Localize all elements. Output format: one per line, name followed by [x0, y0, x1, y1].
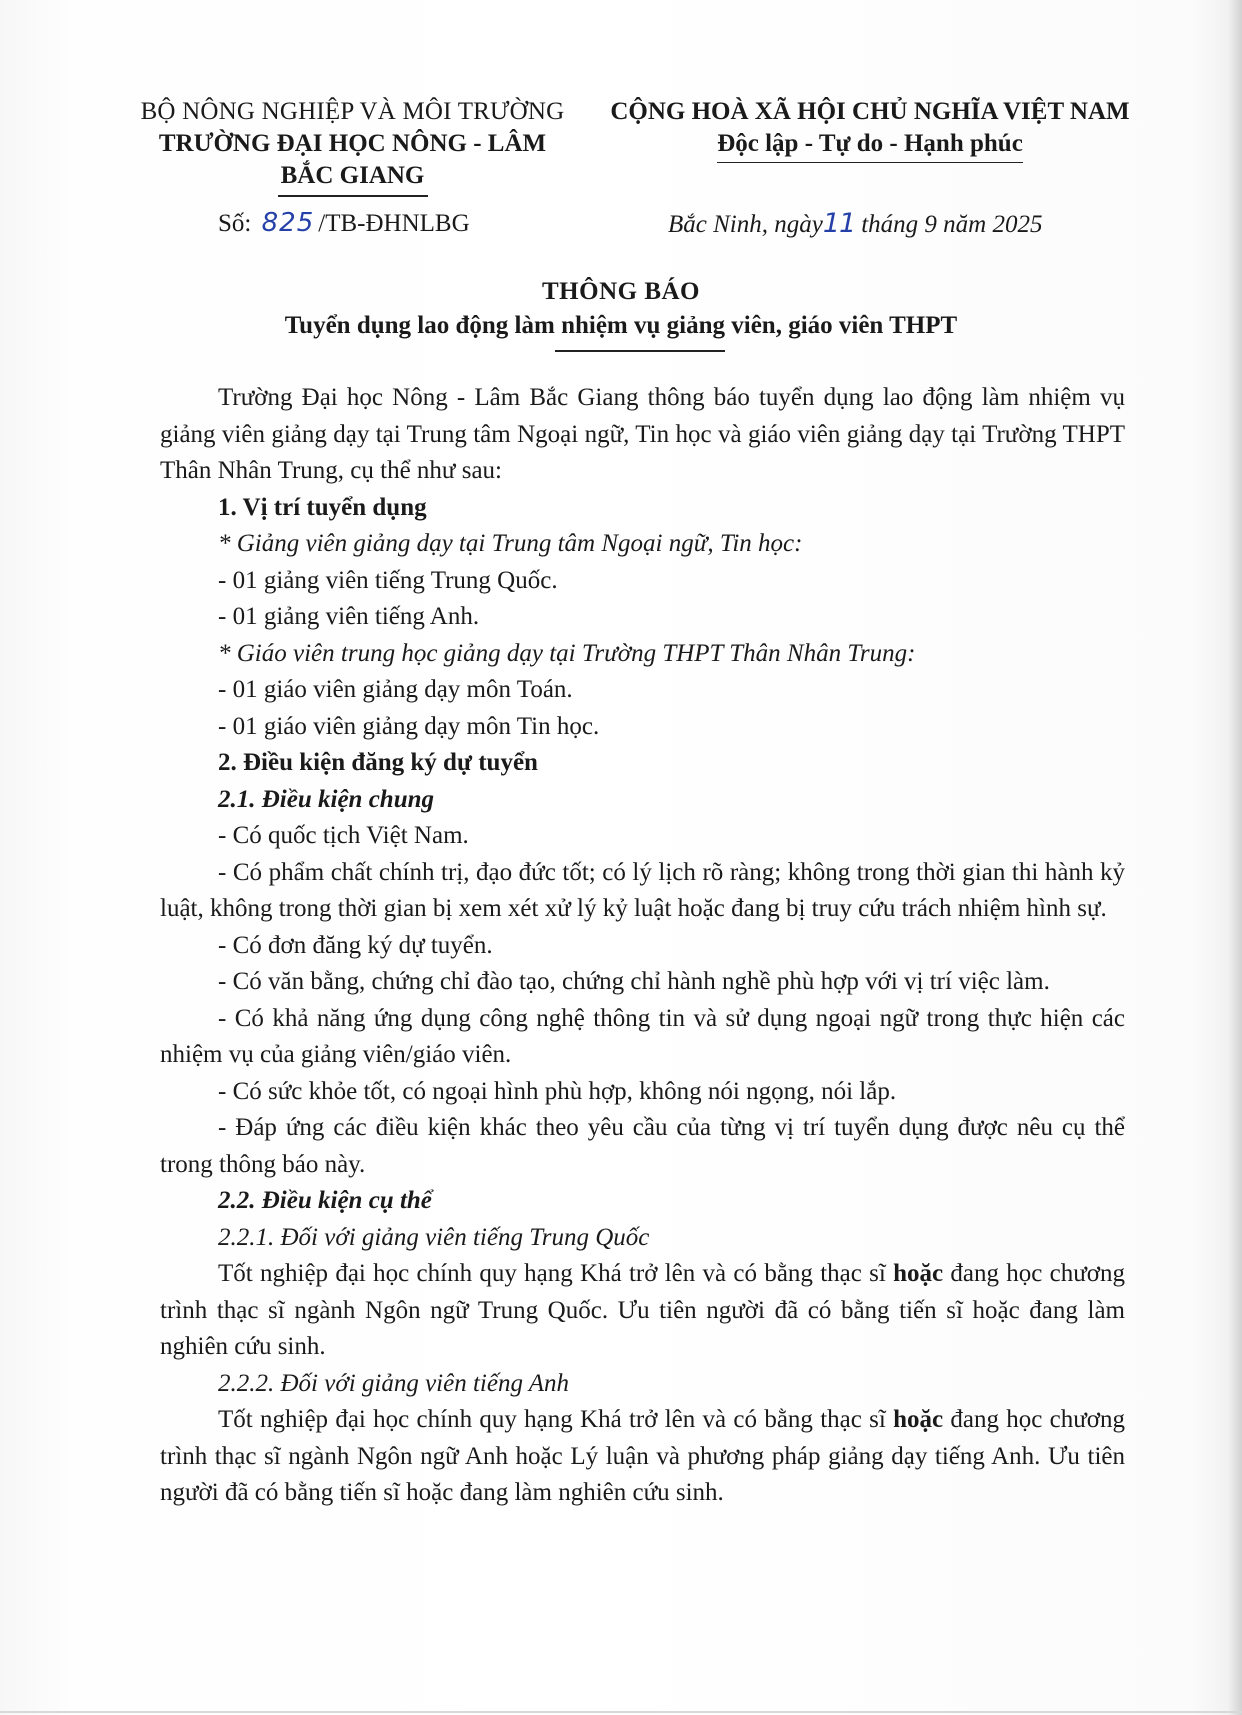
page-edge-shadow — [1228, 0, 1242, 1715]
position-item: - 01 giáo viên giảng dạy môn Toán. — [218, 676, 573, 703]
position-item: - 01 giảng viên tiếng Anh. — [218, 603, 480, 630]
doc-number-handwritten: 825 — [261, 208, 315, 238]
requirement-text: đang học chương trình thạc sĩ ngành Ngôn ngữ Trung Quốc. Ưu tiên người đã có bằng tiến sĩ hoặc đang làm nghiên cứu sinh. — [160, 1260, 1126, 1360]
document-subtitle: Tuyển dụng lao động làm nhiệm vụ giảng viên, giáo viên THPT — [284, 312, 958, 339]
date-rest: tháng 9 năm 2025 — [861, 211, 1043, 238]
condition-item: - Có văn bằng, chứng chỉ đào tạo, chứng chỉ hành nghề phù hợp với vị trí việc làm. — [218, 968, 1050, 995]
doc-number-suffix: /TB-ĐHNLBG — [318, 210, 470, 237]
section-1-heading: 1. Vị trí tuyển dụng — [218, 493, 427, 521]
condition-item: - Có quốc tịch Việt Nam. — [218, 822, 469, 849]
issuer-underline — [278, 195, 428, 197]
section-2-2-2-heading: 2.2.2. Đối với giảng viên tiếng Anh — [218, 1369, 570, 1397]
requirement-text: đang học chương trình thạc sĩ ngành Ngôn ngữ Anh hoặc Lý luận và phương pháp giảng dạy tiếng Anh. Ưu tiên người đã có bằng tiến sĩ hoặc đang làm nghiên cứu sinh. — [160, 1406, 1126, 1506]
requirement-emphasis: hoặc — [893, 1406, 944, 1433]
doc-number-prefix: Số: — [218, 210, 252, 237]
subtitle-underline — [555, 350, 725, 352]
section-2-2-1-heading: 2.2.1. Đối với giảng viên tiếng Trung Quốc — [218, 1223, 650, 1251]
ministry-name: BỘ NÔNG NGHIỆP VÀ MÔI TRƯỜNG — [140, 98, 565, 125]
requirement-emphasis: hoặc — [893, 1260, 944, 1287]
date-day-handwritten: 11 — [822, 208, 856, 239]
condition-item: - Có sức khỏe tốt, có ngoại hình phù hợp, không nói ngọng, nói lắp. — [218, 1077, 897, 1105]
document-body — [160, 380, 1125, 1512]
section-2-2-heading: 2.2. Điều kiện cụ thể — [218, 1187, 432, 1214]
position-group-2: * Giáo viên trung học giảng dạy tại Trường THPT Thân Nhân Trung: — [218, 639, 916, 667]
condition-item: - Đáp ứng các điều kiện khác theo yêu cầu của từng vị trí tuyển dụng được nêu cụ thể trong thông báo này. — [160, 1114, 1125, 1178]
requirement-english-paragraph — [160, 1402, 1125, 1512]
national-motto: Độc lập - Tự do - Hạnh phúc — [717, 128, 1023, 163]
republic-name: CỘNG HOÀ XÃ HỘI CHỦ NGHĨA VIỆT NAM — [610, 98, 1130, 125]
section-2-heading: 2. Điều kiện đăng ký dự tuyển — [218, 749, 538, 776]
position-item: - 01 giảng viên tiếng Trung Quốc. — [218, 566, 558, 594]
requirement-text: Tốt nghiệp đại học chính quy hạng Khá trở lên và có bằng thạc sĩ — [218, 1260, 886, 1287]
condition-item: - Có khả năng ứng dụng công nghệ thông tin và sử dụng ngoại ngữ trong thực hiện các nhiệm vụ của giảng viên/giáo viên. — [160, 1004, 1125, 1068]
issuer-block — [125, 96, 580, 197]
school-name-line1: TRƯỜNG ĐẠI HỌC NÔNG - LÂM — [158, 130, 547, 157]
date-place: Bắc Ninh, ngày — [668, 211, 823, 238]
position-group-1: * Giảng viên giảng dạy tại Trung tâm Ngoại ngữ, Tin học: — [218, 530, 803, 557]
condition-item: - Có đơn đăng ký dự tuyển. — [218, 931, 493, 959]
national-heading-block — [600, 96, 1140, 163]
condition-item: - Có phẩm chất chính trị, đạo đức tốt; có lý lịch rõ ràng; không trong thời gian thi hành kỷ luật, không trong thời gian bị xem xét xử lý kỷ luật hoặc đang bị truy cứu trách nhiệm hình sự. — [160, 858, 1125, 922]
requirement-chinese-paragraph — [160, 1256, 1125, 1366]
document-date — [668, 208, 1042, 239]
intro-paragraph: Trường Đại học Nông - Lâm Bắc Giang thông báo tuyển dụng lao động làm nhiệm vụ giảng viên giảng dạy tại Trung tâm Ngoại ngữ, Tin học và giáo viên giảng dạy tại Trường THPT Thân Nhân Trung, cụ thể như sau: — [160, 384, 1125, 484]
document-title: THÔNG BÁO — [542, 278, 700, 305]
school-name-line2: BẮC GIANG — [280, 162, 425, 189]
requirement-text: Tốt nghiệp đại học chính quy hạng Khá trở lên và có bằng thạc sĩ — [218, 1406, 886, 1433]
section-2-1-heading: 2.1. Điều kiện chung — [218, 785, 435, 813]
page-bottom-edge — [0, 1711, 1242, 1713]
position-item: - 01 giáo viên giảng dạy môn Tin học. — [218, 712, 600, 740]
document-number — [218, 208, 470, 238]
